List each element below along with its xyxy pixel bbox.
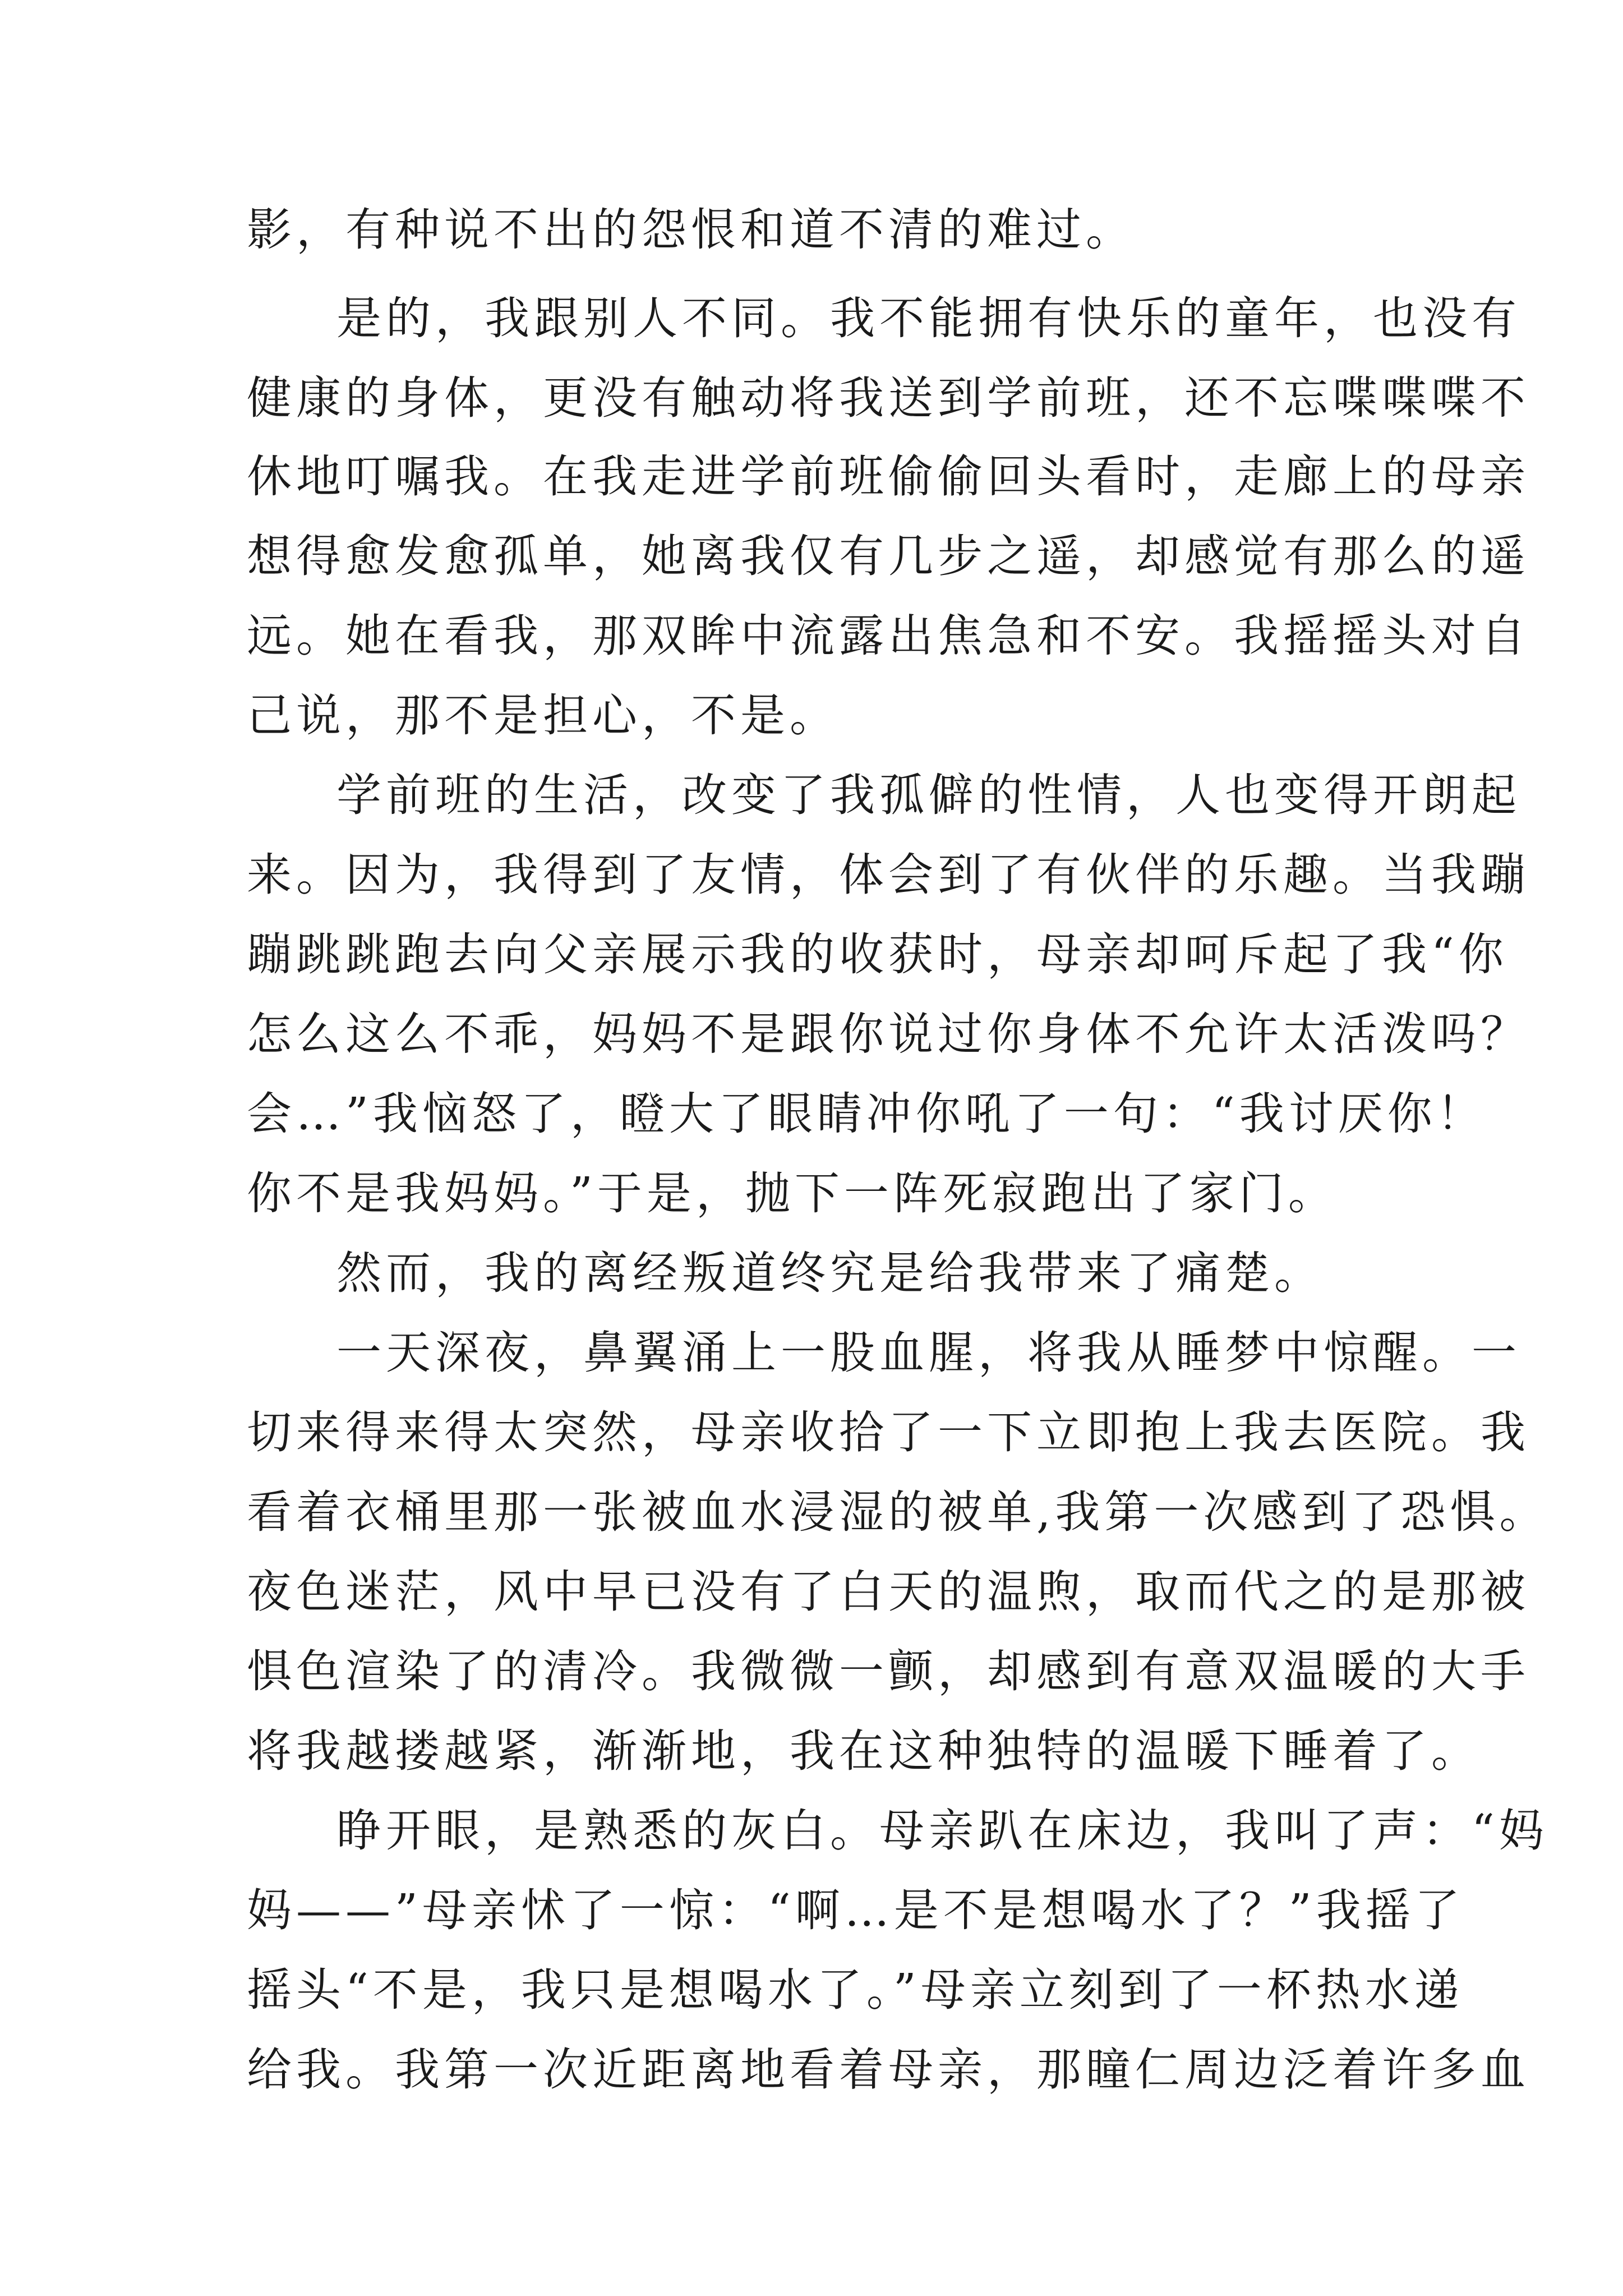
text-line: 远。她在看我，那双眸中流露出焦急和不安。我摇摇头对自	[247, 610, 1530, 662]
text-line: 将我越搂越紧，渐渐地，我在这种独特的温暖下睡着了。	[247, 1725, 1481, 1777]
text-line: 切来得来得太突然，母亲收拾了一下立即抱上我去医院。我	[247, 1406, 1530, 1458]
text-line: 给我。我第一次近距离地看着母亲，那瞳仁周边泛着许多血	[247, 2044, 1530, 2096]
text-line: 看着衣桶里那一张被血水浸湿的被单,我第一次感到了恐惧。	[247, 1486, 1549, 1538]
paragraph-start-line: 学前班的生活，改变了我孤僻的性情，人也变得开朗起	[336, 769, 1521, 821]
text-line: 妈——”母亲怵了一惊：“啊…是不是想喝水了？”我摇了	[247, 1884, 1464, 1936]
text-line: 己说，那不是担心，不是。	[247, 689, 839, 742]
text-line: 夜色迷茫，风中早已没有了白天的温煦，取而代之的是那被	[247, 1566, 1530, 1618]
text-line: 影，有种说不出的怨恨和道不清的难过。	[247, 204, 1135, 256]
text-line: 蹦跳跳跑去向父亲展示我的收获时，母亲却呵斥起了我“你	[247, 928, 1508, 981]
paragraph-start-line: 一天深夜，鼻翼涌上一股血腥，将我从睡梦中惊醒。一	[336, 1327, 1521, 1379]
paragraph-start-line: 睁开眼，是熟悉的灰白。母亲趴在床边，我叫了声：“妈	[336, 1805, 1548, 1857]
text-line: 休地叮嘱我。在我走进学前班偷偷回头看时，走廊上的母亲	[247, 450, 1530, 503]
text-line: 你不是我妈妈。”于是，抛下一阵死寂跑出了家门。	[247, 1167, 1338, 1220]
text-line: 会…”我恼怒了，瞪大了眼睛冲你吼了一句：“我讨厌你！	[247, 1088, 1486, 1140]
text-line: 惧色渲染了的清冷。我微微一颤，却感到有意双温暖的大手	[247, 1645, 1530, 1697]
text-line: 怎么这么不乖，妈妈不是跟你说过你身体不允许太活泼吗？	[247, 1008, 1530, 1060]
text-line: 想得愈发愈孤单，她离我仅有几步之遥，却感觉有那么的遥	[247, 530, 1530, 582]
paragraph-start-line: 然而，我的离经叛道终究是给我带来了痛楚。	[336, 1247, 1324, 1299]
text-line: 来。因为，我得到了友情，体会到了有伙伴的乐趣。当我蹦	[247, 849, 1530, 901]
text-line: 健康的身体，更没有触动将我送到学前班，还不忘喋喋喋不	[247, 372, 1530, 424]
paragraph-start-line: 是的，我跟别人不同。我不能拥有快乐的童年，也没有	[336, 292, 1521, 344]
text-line: 摇头“不是，我只是想喝水了。”母亲立刻到了一杯热水递	[247, 1964, 1464, 2016]
